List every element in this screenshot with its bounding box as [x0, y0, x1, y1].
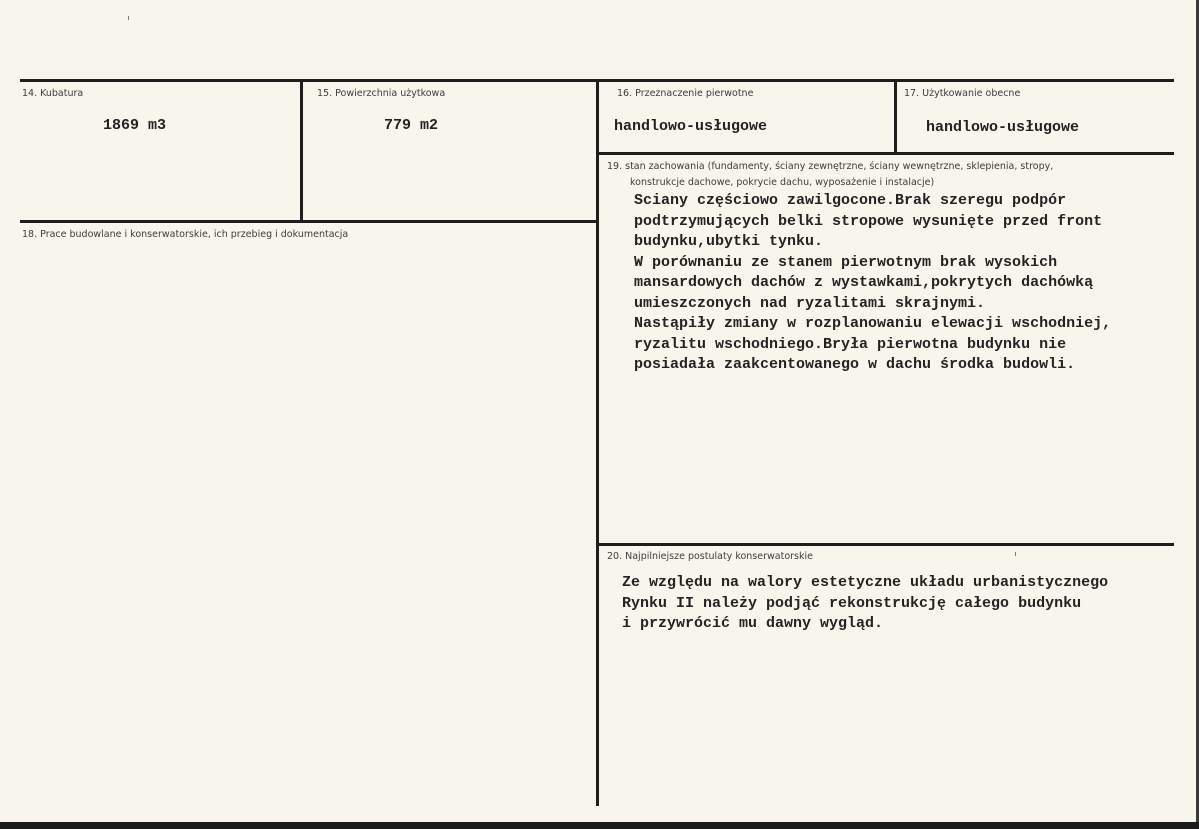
rule-above-20	[597, 543, 1174, 546]
divider-16-17	[894, 80, 897, 153]
field-20-label: 20. Najpilniejsze postulaty konserwatorskie	[607, 551, 813, 562]
field-19-line: budynku,ubytki tynku.	[634, 233, 824, 250]
center-divider	[596, 80, 599, 806]
field-16-value: handlowo-usługowe	[614, 118, 768, 135]
field-19-line: Nastąpiły zmiany w rozplanowaniu elewacji wschodniej,	[634, 315, 1112, 332]
field-14-value: 1869 m3	[103, 117, 167, 134]
field-17-label: 17. Użytkowanie obecne	[904, 88, 1021, 99]
field-19-line: W porównaniu ze stanem pierwotnym brak wysokich	[634, 253, 1058, 271]
field-17-value: handlowo-usługowe	[926, 119, 1080, 136]
paper-mark	[1015, 552, 1016, 556]
field-14-label: 14. Kubatura	[22, 88, 84, 99]
field-19-line: podtrzymujących belki stropowe wysunięte przed front	[634, 212, 1103, 230]
field-19-label-line1: 19. stan zachowania (fundamenty, ściany zewnętrzne, ściany wewnętrzne, sklepienia, stropy,	[607, 161, 1054, 172]
field-19-line: Sciany częściowo zawilgocone.Brak szeregu podpór	[634, 192, 1067, 209]
field-18-label: 18. Prace budowlane i konserwatorskie, ich przebieg i dokumentacja	[22, 229, 349, 240]
paper-mark	[128, 16, 129, 20]
field-20-line: i przywrócić mu dawny wygląd.	[622, 615, 884, 632]
field-19-text	[634, 191, 1111, 376]
field-19-label-line2: konstrukcje dachowe, pokrycie dachu, wyposażenie i instalacje)	[630, 177, 935, 188]
field-15-label: 15. Powierzchnia użytkowa	[317, 88, 446, 99]
card-bottom-edge	[0, 822, 1199, 829]
divider-14-15	[300, 80, 303, 222]
field-19-line: posiadała zaakcentowanego w dachu środka budowli.	[634, 356, 1076, 373]
field-20-text	[622, 573, 1108, 635]
rule-under-16-17	[597, 152, 1174, 155]
field-16-label: 16. Przeznaczenie pierwotne	[617, 88, 754, 99]
field-19-line: ryzalitu wschodniego.Bryła pierwotna budynku nie	[634, 335, 1067, 353]
field-20-line: Ze względu na walory estetyczne układu urbanistycznego	[622, 574, 1109, 591]
field-19-line: umieszczonych nad ryzalitami skrajnymi.	[634, 294, 986, 312]
field-19-line: mansardowych dachów z wystawkami,pokrytych dachówką	[634, 274, 1094, 291]
rule-under-14-15	[20, 220, 598, 223]
field-20-line: Rynku II należy podjąć rekonstrukcję całego budynku	[622, 594, 1082, 612]
field-15-value: 779 m2	[384, 117, 439, 134]
